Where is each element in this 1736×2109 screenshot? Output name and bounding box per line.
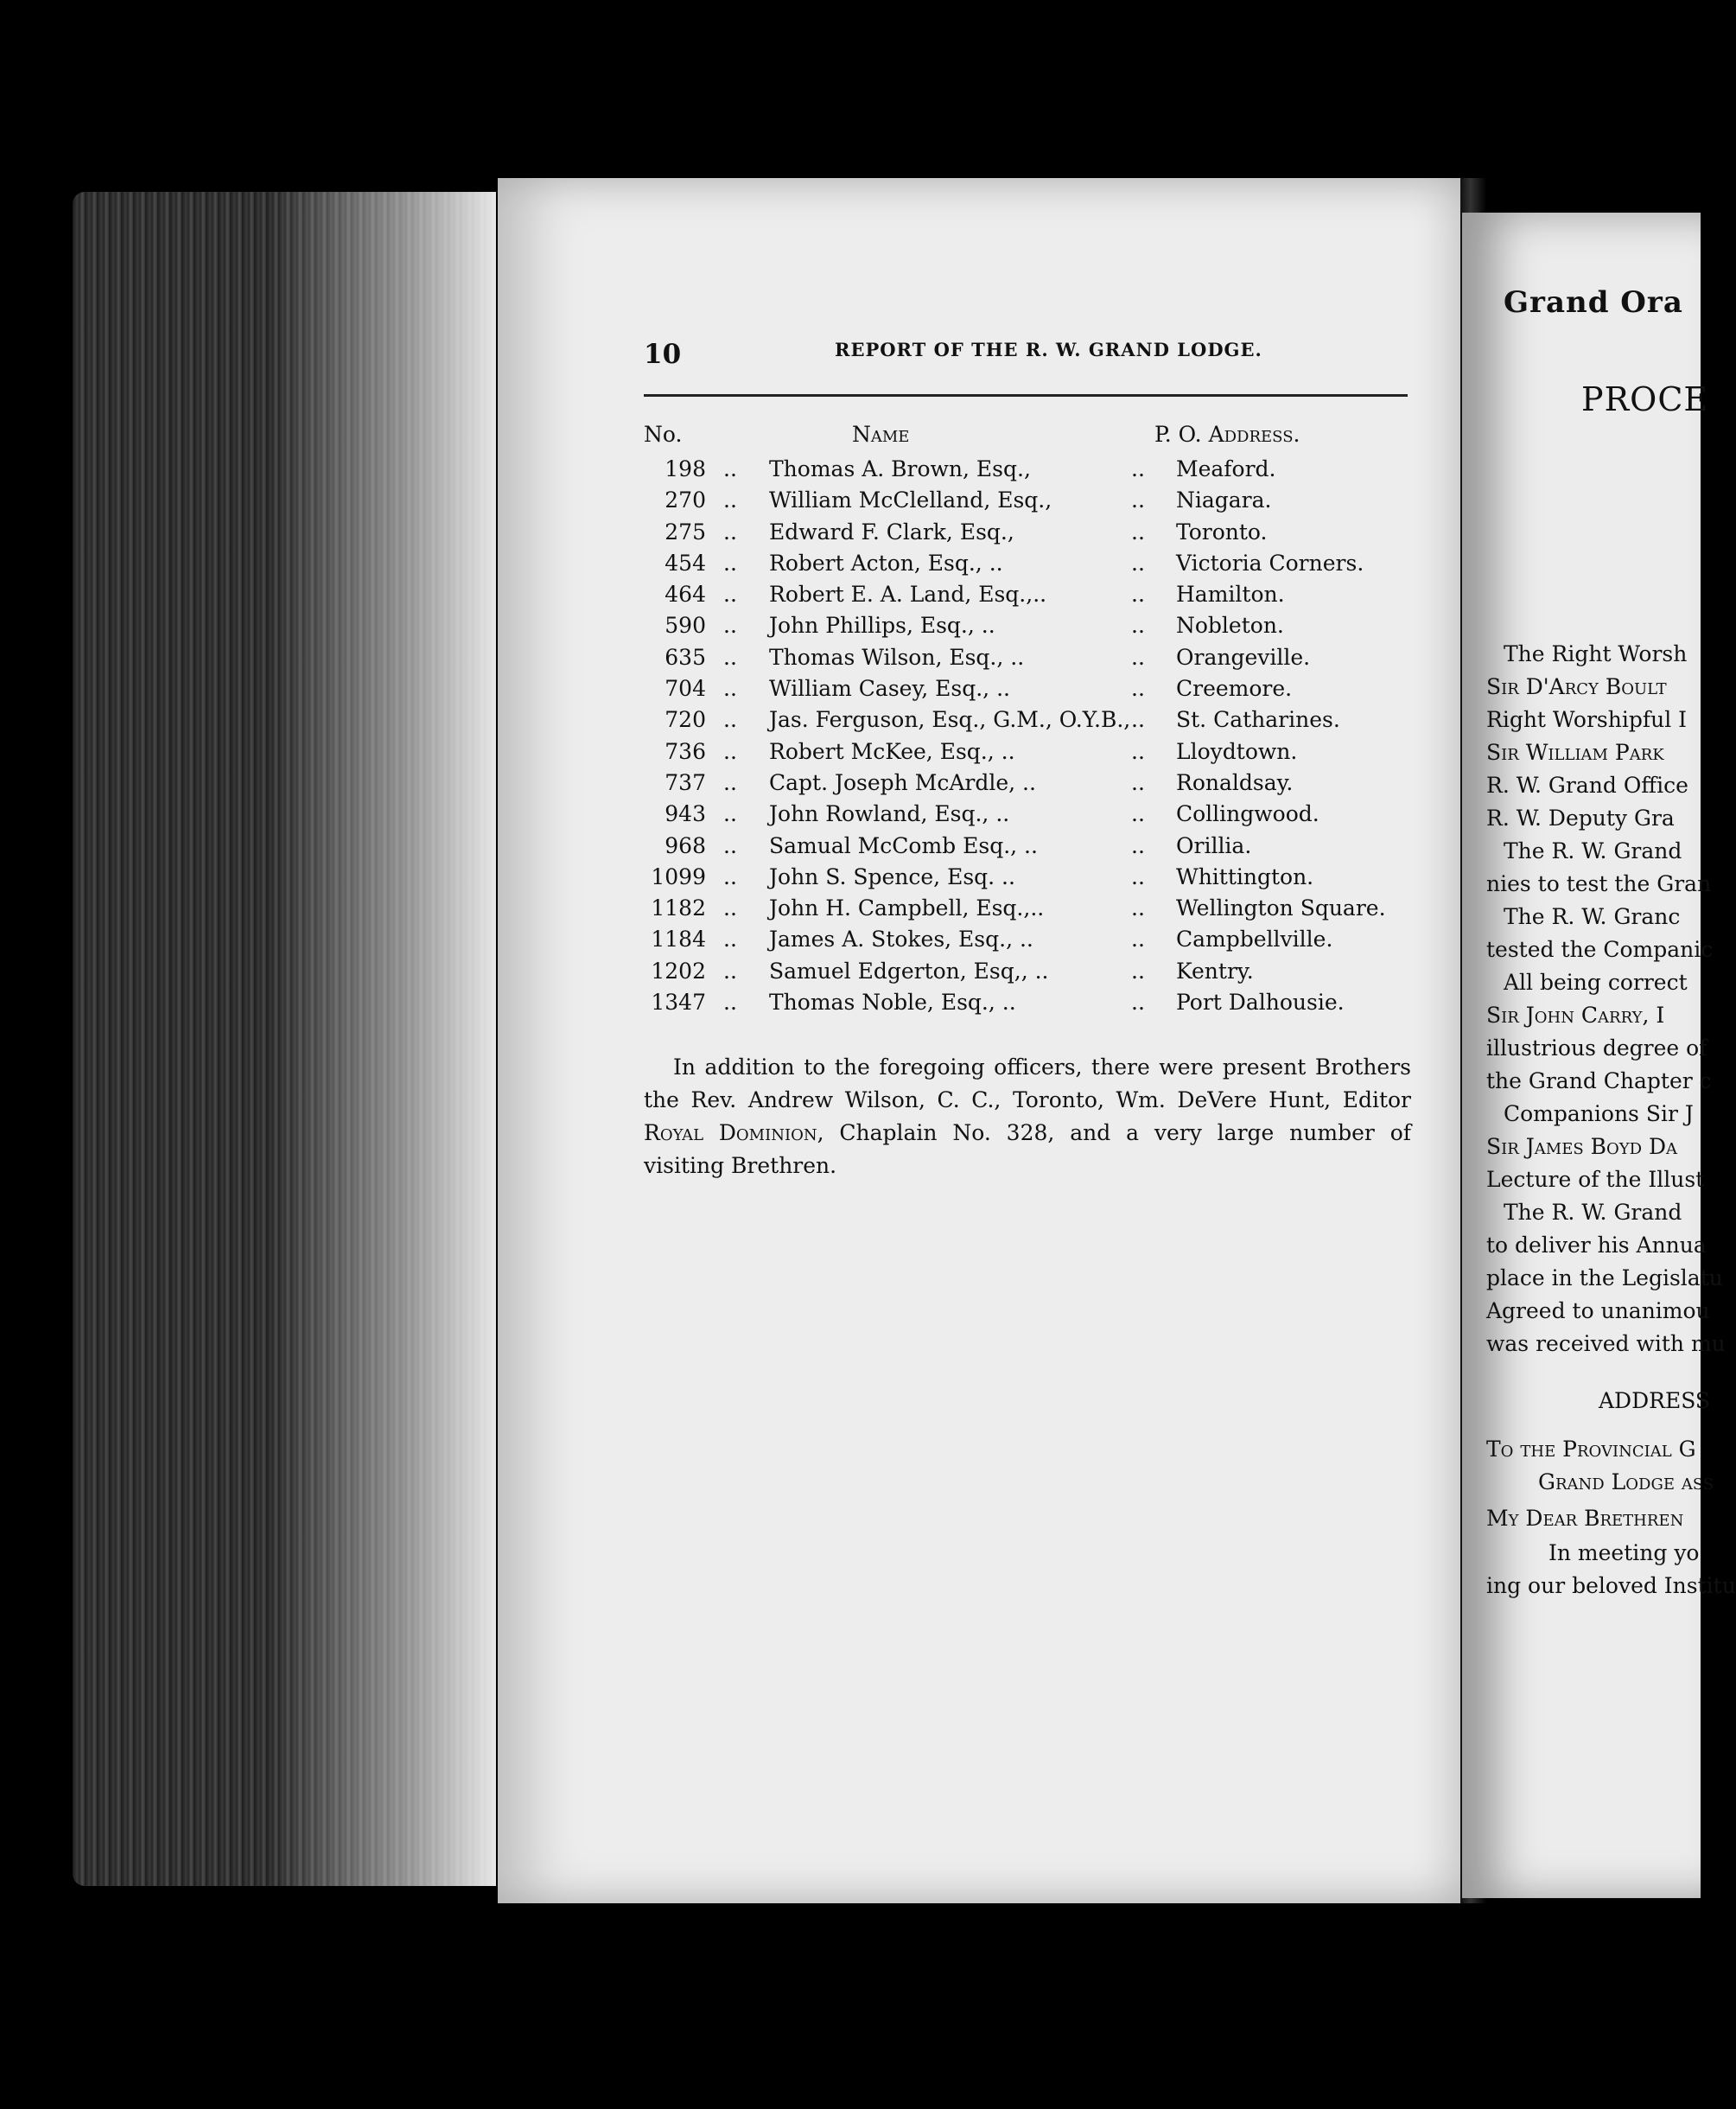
right-page-heading: PROCE	[1581, 380, 1709, 418]
leader-dots: ..	[723, 613, 737, 639]
right-page-line: Companions Sir J	[1504, 1101, 1694, 1126]
table-row	[644, 486, 1404, 517]
right-page-line: Sir D'Arcy Boult	[1486, 674, 1667, 699]
book-page-edges	[73, 192, 496, 1886]
leader-dots: ..	[1131, 582, 1145, 608]
post-office-address: Hamilton.	[1176, 582, 1285, 608]
right-page-line: The R. W. Grand	[1504, 838, 1682, 863]
member-name: Thomas Wilson, Esq., ..	[769, 644, 1025, 670]
lodge-number: 943	[665, 801, 706, 827]
page-number: 10	[644, 339, 682, 370]
post-office-address: Ronaldsay.	[1176, 769, 1294, 795]
lodge-number: 720	[665, 707, 706, 733]
post-office-address: Niagara.	[1176, 487, 1272, 513]
right-page-line: nies to test the Gran	[1486, 871, 1712, 896]
lodge-number: 275	[665, 519, 706, 545]
table-row	[644, 831, 1404, 863]
post-office-address: Nobleton.	[1176, 613, 1284, 639]
lodge-number: 1184	[651, 927, 706, 953]
post-office-address: Wellington Square.	[1176, 895, 1386, 921]
leader-dots: ..	[723, 644, 737, 670]
right-page-line: All being correct	[1504, 970, 1688, 995]
member-name: Thomas Noble, Esq., ..	[769, 990, 1016, 1016]
lodge-number: 464	[665, 582, 706, 608]
leader-dots: ..	[723, 738, 737, 764]
leader-dots: ..	[1131, 487, 1145, 513]
lodge-number: 736	[665, 738, 706, 764]
post-office-address: Toronto.	[1176, 519, 1268, 545]
post-office-address: Meaford.	[1176, 456, 1276, 481]
right-page-line: ing our beloved Institu	[1486, 1573, 1736, 1598]
right-page-title: Grand Ora	[1504, 285, 1683, 320]
leader-dots: ..	[723, 801, 737, 827]
member-name: Capt. Joseph McArdle, ..	[769, 769, 1036, 795]
post-office-address: Kentry.	[1176, 958, 1254, 984]
member-name: James A. Stokes, Esq., ..	[769, 927, 1033, 953]
post-office-address: Orillia.	[1176, 832, 1252, 858]
member-name: John Phillips, Esq., ..	[769, 613, 995, 639]
table-row	[644, 643, 1404, 674]
leader-dots: ..	[723, 863, 737, 889]
lodge-number: 1182	[651, 895, 706, 921]
right-page-line: R. W. Deputy Gra	[1486, 806, 1675, 831]
leader-dots: ..	[1131, 676, 1145, 702]
member-name: John H. Campbell, Esq.,..	[769, 895, 1045, 921]
header-rule	[644, 394, 1408, 397]
lodge-number: 635	[665, 644, 706, 670]
leader-dots: ..	[1131, 550, 1145, 576]
post-office-address: Orangeville.	[1176, 644, 1311, 670]
table-row	[644, 863, 1404, 894]
right-page-line: My Dear Brethren	[1486, 1506, 1684, 1531]
leader-dots: ..	[723, 958, 737, 984]
right-page-line: Grand Lodge ass	[1538, 1469, 1714, 1494]
table-row	[644, 549, 1404, 580]
member-name: Edward F. Clark, Esq.,	[769, 519, 1014, 545]
table-row	[644, 580, 1404, 611]
member-name: Samuel Edgerton, Esq,, ..	[769, 958, 1049, 984]
right-page-line: was received with mu	[1486, 1331, 1726, 1356]
right-page-line: place in the Legislatu	[1486, 1265, 1723, 1290]
right-page-line: Lecture of the Illust	[1486, 1167, 1705, 1192]
post-office-address: Creemore.	[1176, 676, 1293, 702]
member-name: Robert E. A. Land, Esq.,..	[769, 582, 1047, 608]
member-name: Jas. Ferguson, Esq., G.M., O.Y.B.,	[769, 707, 1131, 733]
leader-dots: ..	[1131, 769, 1145, 795]
leader-dots: ..	[1131, 738, 1145, 764]
column-header-no: No.	[644, 422, 683, 447]
table-row	[644, 768, 1404, 800]
post-office-address: Lloydtown.	[1176, 738, 1298, 764]
leader-dots: ..	[723, 832, 737, 858]
leader-dots: ..	[723, 990, 737, 1016]
post-office-address: Port Dalhousie.	[1176, 990, 1345, 1016]
right-page-line: tested the Companic	[1486, 937, 1714, 962]
paragraph-publication: Royal Dominion	[644, 1120, 817, 1145]
right-page-line: The R. W. Grand	[1504, 1200, 1682, 1225]
lodge-table	[644, 455, 1404, 1019]
right-page-line: Sir James Boyd Da	[1486, 1134, 1678, 1159]
right-page-line: R. W. Grand Office	[1486, 773, 1688, 798]
table-row	[644, 674, 1404, 705]
table-row	[644, 518, 1404, 549]
leader-dots: ..	[723, 707, 737, 733]
leader-dots: ..	[1131, 613, 1145, 639]
leader-dots: ..	[1131, 456, 1145, 481]
table-row	[644, 894, 1404, 925]
member-name: Samual McComb Esq., ..	[769, 832, 1038, 858]
post-office-address: St. Catharines.	[1176, 707, 1340, 733]
leader-dots: ..	[723, 582, 737, 608]
member-name: John S. Spence, Esq. ..	[769, 863, 1015, 889]
right-page-line: To the Provincial G	[1486, 1437, 1696, 1462]
leader-dots: ..	[1131, 644, 1145, 670]
right-page-line: the Grand Chapter c	[1486, 1068, 1712, 1093]
left-page	[498, 178, 1460, 1903]
post-office-address: Campbellville.	[1176, 927, 1333, 953]
column-header-name: Name	[852, 422, 910, 447]
column-header-address: P. O. Address.	[1154, 422, 1300, 447]
member-name: Thomas A. Brown, Esq.,	[769, 456, 1031, 481]
lodge-number: 590	[665, 613, 706, 639]
right-page-line: Agreed to unanimou	[1486, 1298, 1710, 1323]
table-row	[644, 957, 1404, 988]
leader-dots: ..	[1131, 958, 1145, 984]
lodge-number: 454	[665, 550, 706, 576]
right-page-line: illustrious degree of	[1486, 1035, 1707, 1061]
leader-dots: ..	[1131, 832, 1145, 858]
table-row	[644, 455, 1404, 486]
lodge-number: 198	[665, 456, 706, 481]
leader-dots: ..	[723, 550, 737, 576]
leader-dots: ..	[723, 769, 737, 795]
leader-dots: ..	[1131, 863, 1145, 889]
member-name: William McClelland, Esq.,	[769, 487, 1052, 513]
right-page-line: to deliver his Annua	[1486, 1233, 1707, 1258]
paragraph-text-1: In addition to the foregoing officers, there were present Brothers the Rev. Andrew Wilson, C. C., Toronto, Wm. DeVere Hunt, Editor	[644, 1054, 1411, 1112]
right-page	[1462, 213, 1736, 1898]
leader-dots: ..	[1131, 801, 1145, 827]
leader-dots: ..	[1131, 519, 1145, 545]
post-office-address: Whittington.	[1176, 863, 1314, 889]
lodge-number: 1347	[651, 990, 706, 1016]
table-row	[644, 737, 1404, 768]
leader-dots: ..	[1131, 927, 1145, 953]
lodge-number: 1099	[651, 863, 706, 889]
leader-dots: ..	[723, 927, 737, 953]
lodge-number: 968	[665, 832, 706, 858]
table-row	[644, 800, 1404, 831]
leader-dots: ..	[723, 456, 737, 481]
right-page-line: The Right Worsh	[1504, 641, 1688, 666]
closing-paragraph	[644, 1051, 1411, 1182]
leader-dots: ..	[1131, 707, 1145, 733]
member-name: William Casey, Esq., ..	[769, 676, 1010, 702]
member-name: Robert McKee, Esq., ..	[769, 738, 1015, 764]
table-row	[644, 988, 1404, 1019]
lodge-number: 1202	[651, 958, 706, 984]
member-name: John Rowland, Esq., ..	[769, 801, 1010, 827]
right-page-line: The R. W. Granc	[1504, 904, 1681, 929]
lodge-number: 704	[665, 676, 706, 702]
right-page-line: In meeting yo	[1548, 1540, 1700, 1565]
table-row	[644, 925, 1404, 956]
right-page-line: Sir William Park	[1486, 740, 1664, 765]
table-row	[644, 705, 1404, 736]
leader-dots: ..	[1131, 895, 1145, 921]
running-head: REPORT OF THE R. W. GRAND LODGE.	[835, 339, 1262, 360]
paragraph-text-2: , Chaplain No. 328, and a very large number of visiting Brethren.	[644, 1120, 1411, 1178]
leader-dots: ..	[723, 519, 737, 545]
right-page-line: Right Worshipful I	[1486, 707, 1688, 732]
leader-dots: ..	[1131, 990, 1145, 1016]
member-name: Robert Acton, Esq., ..	[769, 550, 1003, 576]
leader-dots: ..	[723, 676, 737, 702]
post-office-address: Collingwood.	[1176, 801, 1319, 827]
right-page-line: ADDRESS	[1599, 1388, 1711, 1413]
right-page-line: Sir John Carry, I	[1486, 1003, 1665, 1028]
lodge-number: 270	[665, 487, 706, 513]
table-row	[644, 611, 1404, 642]
lodge-number: 737	[665, 769, 706, 795]
post-office-address: Victoria Corners.	[1176, 550, 1364, 576]
leader-dots: ..	[723, 895, 737, 921]
leader-dots: ..	[723, 487, 737, 513]
